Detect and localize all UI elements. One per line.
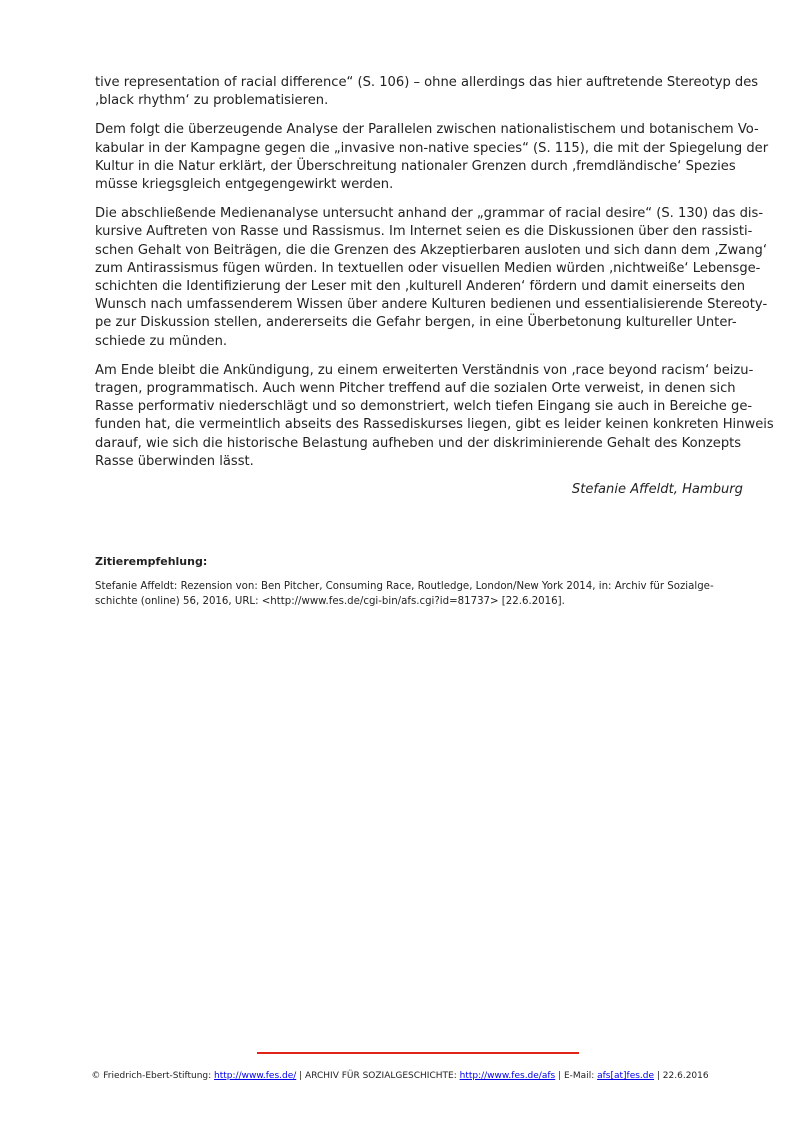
paragraph-line: pe zur Diskussion stellen, andererseits die Gefahr bergen, in eine Überbetonung kultureller Unter- bbox=[95, 315, 737, 331]
paragraph-line: Die abschließende Medienanalyse untersucht anhand der „grammar of racial desire“ (S. 130) das dis- bbox=[95, 206, 764, 222]
footer-copyright: © Friedrich-Ebert-Stiftung: bbox=[91, 1071, 215, 1081]
paragraph-line: schen Gehalt von Beiträgen, die die Grenzen des Akzeptierbaren ausloten und sich dann dem ‚Zwang‘ bbox=[95, 242, 767, 258]
paragraph-line: Kultur in die Natur erklärt, der Überschreitung nationaler Grenzen durch ‚fremdländische‘ Spezies bbox=[95, 158, 736, 174]
paragraph-line: müsse kriegsgleich entgegengewirkt werden. bbox=[95, 177, 394, 193]
paragraph bbox=[95, 205, 768, 351]
paragraph-line: ‚black rhythm‘ zu problematisieren. bbox=[95, 93, 329, 109]
paragraph-line: funden hat, die vermeintlich abseits des Rassediskurses liegen, gibt es leider keinen konkreten Hinweis bbox=[95, 417, 774, 433]
paragraph-line: kabular in der Kampagne gegen die „invasive non-native species“ (S. 115), die mit der Spiegelung der bbox=[95, 140, 769, 156]
page-footer bbox=[0, 1071, 800, 1081]
paragraph-line: schichten die Identifizierung der Leser mit den ‚kulturell Anderen‘ fördern und damit einerseits den bbox=[95, 279, 746, 295]
citation-line-2: schichte (online) 56, 2016, URL: <http://www.fes.de/cgi-bin/afs.cgi?id=81737> [22.6.2016]. bbox=[95, 596, 565, 607]
footer-divider bbox=[257, 1052, 579, 1054]
author-signature: Stefanie Affeldt, Hamburg bbox=[571, 482, 743, 498]
fes-link[interactable]: http://www.fes.de/ bbox=[214, 1071, 297, 1081]
paragraph bbox=[95, 362, 774, 471]
paragraph-line: zum Antirassismus fügen würden. In textuellen oder visuellen Medien würden ‚nichtweiße‘ Lebensge- bbox=[95, 260, 761, 276]
afs-link[interactable]: http://www.fes.de/afs bbox=[459, 1071, 556, 1081]
paragraph-line: darauf, wie sich die historische Belastung aufheben und der diskriminierende Gehalt des Konzepts bbox=[95, 435, 742, 451]
email-link[interactable]: afs[at]fes.de bbox=[597, 1071, 655, 1081]
paragraph bbox=[95, 74, 759, 110]
paragraph-line: schiede zu münden. bbox=[95, 333, 228, 349]
paragraph-line: tragen, programmatisch. Auch wenn Pitcher treffend auf die sozialen Orte verweist, in denen sich bbox=[95, 381, 736, 397]
paragraph-line: Rasse überwinden lässt. bbox=[95, 453, 254, 469]
footer-separator-1: | ARCHIV FÜR SOZIALGESCHICHTE: bbox=[296, 1071, 460, 1081]
paragraph-line: Rasse performativ niederschlägt und so demonstriert, welch tiefen Eingang sie auch in Bereiche ge- bbox=[95, 399, 753, 415]
paragraph-line: kursive Auftreten von Rasse und Rassismus. Im Internet seien es die Diskussionen über den rassisti- bbox=[95, 224, 753, 240]
review-body bbox=[95, 74, 774, 498]
citation-heading: Zitierempfehlung: bbox=[95, 555, 208, 568]
footer-separator-2: | E-Mail: bbox=[555, 1071, 598, 1081]
paragraph-line: Dem folgt die überzeugende Analyse der Parallelen zwischen nationalistischem und botanischem Vo- bbox=[95, 122, 759, 138]
paragraphs bbox=[95, 74, 774, 471]
paragraph-line: Wunsch nach umfassenderem Wissen über andere Kulturen bedienen und essentialisierende Stereoty- bbox=[95, 297, 768, 313]
citation-line-1: Stefanie Affeldt: Rezension von: Ben Pitcher, Consuming Race, Routledge, London/New York 2014, in: Archiv für Sozialge- bbox=[95, 581, 714, 592]
citation-block bbox=[95, 555, 745, 609]
footer-date: | 22.6.2016 bbox=[654, 1071, 709, 1081]
paragraph-line: Am Ende bleibt die Ankündigung, zu einem erweiterten Verständnis von ‚race beyond racism‘ beizu- bbox=[95, 362, 754, 378]
paragraph-line: tive representation of racial difference“ (S. 106) – ohne allerdings das hier auftretende Stereotyp des bbox=[95, 75, 759, 90]
paragraph bbox=[95, 121, 769, 194]
